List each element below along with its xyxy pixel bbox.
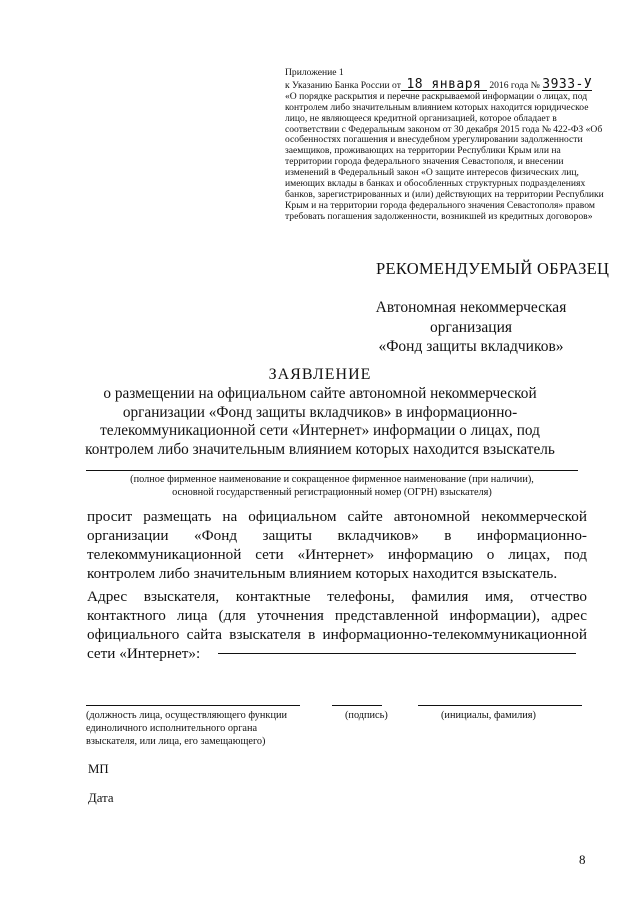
initials-caption: (инициалы, фамилия)	[441, 710, 536, 721]
appendix-date-handwritten: 18 января	[401, 79, 487, 91]
sample-heading: РЕКОМЕНДУЕМЫЙ ОБРАЗЕЦ	[376, 259, 610, 278]
document-subtitle: о размещении на официальном сайте автономной некоммерческой организации «Фонд защиты вкладчиков» в информационно-телекоммуникационной сети «Интернет» информации о лицах, под контролем либо значительным влиянием которых находится взыскатель	[85, 385, 555, 459]
contact-paragraph: Адрес взыскателя, контактные телефоны, фамилия имя, отчество контактного лица (для уточнения представленной информации), адрес официального сайта взыскателя в информационно-телекоммуникационной сети «Интернет»:	[87, 588, 587, 662]
addressee-line-3: «Фонд защиты вкладчиков»	[378, 338, 564, 355]
signature-caption: (подпись)	[345, 710, 388, 721]
signature-line	[332, 705, 382, 706]
contact-info-line	[218, 653, 576, 654]
appendix-block	[285, 68, 605, 223]
position-caption: (должность лица, осуществляющего функции единоличного исполнительного органа взыскателя, или лица, его замещающего)	[86, 710, 287, 747]
date-label: Дата	[88, 791, 114, 805]
request-paragraph: просит размещать на официальном сайте автономной некоммерческой организации «Фонд защиты вкладчиков» в информационно-телекоммуникационной сети «Интернет» информацию о лицах, под контролем либо значительным влиянием которых находится взыскатель.	[87, 508, 587, 582]
applicant-caption-line-2: основной государственный регистрационный номер (ОГРН) взыскателя)	[172, 487, 492, 498]
appendix-year-text: 2016 года №	[489, 79, 540, 91]
applicant-name-line	[86, 470, 578, 471]
position-line	[86, 705, 300, 706]
appendix-reference-prefix: к Указанию Банка России от	[285, 79, 401, 91]
initials-line	[418, 705, 582, 706]
document-title: ЗАЯВЛЕНИЕ	[268, 366, 372, 383]
appendix-reference-line	[285, 76, 605, 92]
stamp-label: МП	[88, 762, 109, 776]
applicant-caption	[86, 473, 578, 499]
addressee-line-2: организация	[429, 318, 513, 336]
addressee-block	[340, 298, 602, 357]
appendix-title: Приложение 1	[285, 67, 344, 78]
applicant-caption-line-1: (полное фирменное наименование и сокращенное фирменное наименование (при наличии),	[130, 474, 534, 485]
appendix-number-handwritten: 3933-У	[542, 76, 593, 92]
appendix-body: «О порядке раскрытия и перечне раскрываемой информации о лицах, под контролем либо значительным влиянием которых находится юридическое лицо, не являющееся кредитной организацией, которое обладает в соответствии с Федеральным законом от 30 декабря 2015 года № 422-ФЗ «Об особенностях погашения и внесудебном урегулировании задолженности заемщиков, проживающих на территории Республики Крым или на территории города федерального значения Севастополя, и внесении изменений в Федеральный закон «О защите интересов физических лиц, имеющих вклады в банках и обособленных структурных подразделениях банков, зарегистрированных и (или) действующих на территории Республики Крым и на территории города федерального значения Севастополя» правом требовать погашения задолженности, возникшей из кредитных договоров»	[285, 90, 604, 222]
addressee-line-1: Автономная некоммерческая	[375, 299, 567, 316]
page-number: 8	[579, 852, 586, 867]
